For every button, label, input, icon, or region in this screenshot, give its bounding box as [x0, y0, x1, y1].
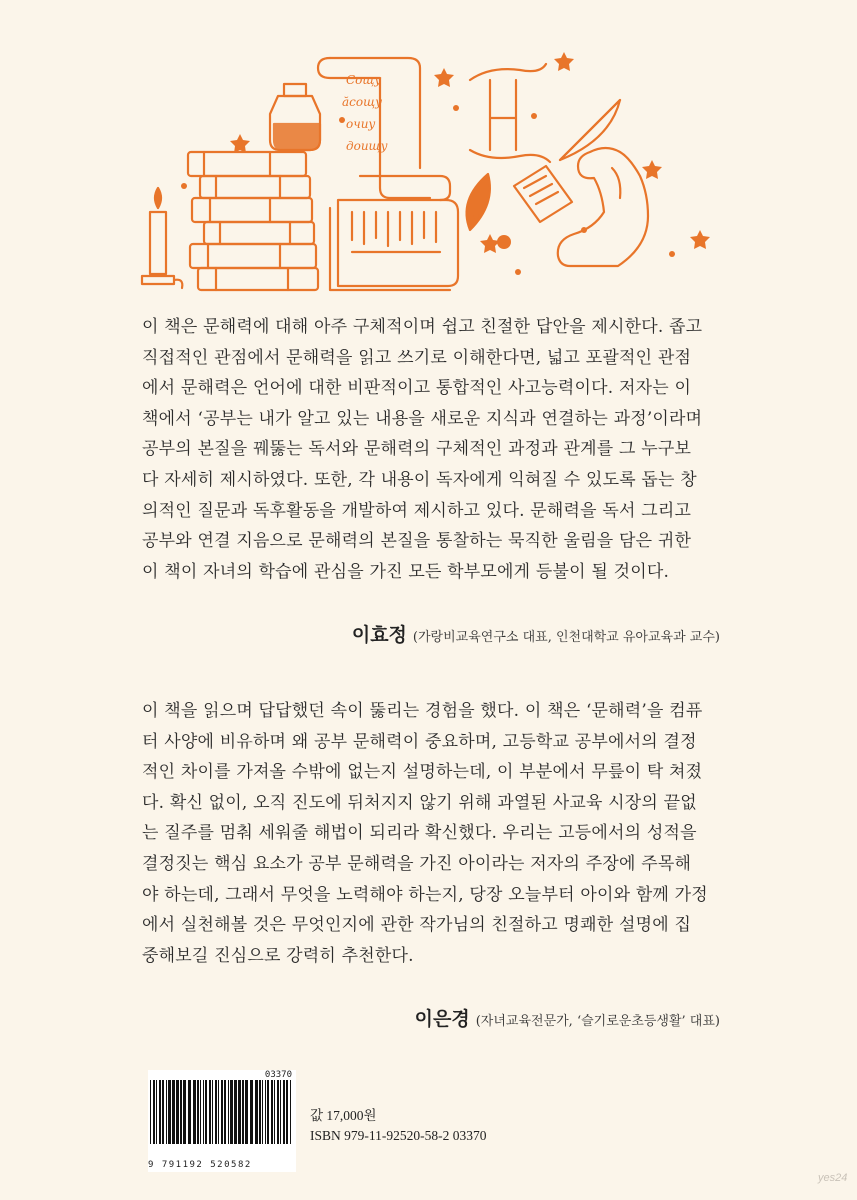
review-2-author	[415, 1004, 720, 1031]
barcode-bar	[176, 1080, 179, 1144]
barcode-bar	[168, 1080, 171, 1144]
barcode-bar	[197, 1080, 199, 1144]
open-book-icon	[330, 200, 458, 290]
author-role: (가랑비교육연구소 대표, 인천대학교 유아교육과 교수)	[412, 630, 720, 645]
review-line: 에서 실천해볼 것은 무엇인지에 관한 작가님의 친절하고 명쾌한 설명에 집	[142, 915, 692, 936]
note-paper-icon	[514, 166, 572, 222]
barcode-bar	[283, 1080, 285, 1144]
barcode-bar	[188, 1080, 191, 1144]
barcode-bar	[166, 1080, 167, 1144]
barcode-bar	[156, 1080, 157, 1144]
isbn-barcode	[148, 1070, 296, 1172]
barcode-bar	[286, 1080, 288, 1144]
barcode-bar	[267, 1080, 269, 1144]
review-line: 에서 문해력은 언어에 대한 비판적이고 통합적인 사고능력이다. 저자는 이	[142, 378, 692, 399]
review-line: 이 책을 읽으며 답답했던 속이 뚫리는 경험을 했다. 이 책은 ‘문해력’을 컴퓨	[142, 701, 703, 721]
barcode-bar	[230, 1080, 233, 1144]
review-line: 적인 차이를 가져올 수밖에 없는지 설명하는데, 이 부분에서 무릎이 탁 쳐졌	[142, 762, 703, 783]
review-line: 의적인 질문과 독후활동을 개발하여 제시하고 있다. 문해력을 독서 그리고	[142, 500, 692, 521]
review-line: 다. 확신 없이, 오직 진도에 뒤처지지 않기 위해 과열된 사교육 시장의 끝없	[142, 792, 697, 813]
barcode-bar	[183, 1080, 186, 1144]
scroll-icon	[318, 58, 450, 200]
author-role: (자녀교육전문가, ‘슬기로운초등생활’ 대표)	[475, 1014, 720, 1029]
barcode-bar	[274, 1080, 275, 1144]
barcode-bar	[159, 1080, 161, 1144]
barcode-bar	[200, 1080, 201, 1144]
barcode-bar	[162, 1080, 164, 1144]
barcode-bar	[259, 1080, 261, 1144]
review-line: 중해보길 진심으로 강력히 추천한다.	[142, 945, 414, 966]
review-line: 이 책은 문해력에 대해 아주 구체적이며 쉽고 친절한 답안을 제시한다. 좁고	[142, 317, 703, 337]
barcode-bar	[290, 1080, 291, 1144]
barcode-bar	[280, 1080, 281, 1144]
barcode-bar	[277, 1080, 279, 1144]
author-name: 이효정	[351, 624, 407, 646]
barcode-addon: 03370	[264, 1070, 292, 1080]
barcode-bar	[242, 1080, 244, 1144]
barcode-bar	[215, 1080, 217, 1144]
review-line: 다 자세히 제시하였다. 또한, 각 내용이 독자에게 익혀질 수 있도록 돕는 창	[142, 469, 697, 490]
price-info	[310, 1106, 487, 1146]
review-line: 이 책이 자녀의 학습에 관심을 가진 모든 학부모에게 등불이 될 것이다.	[142, 561, 670, 582]
barcode-bar	[153, 1080, 155, 1144]
barcode-bar	[221, 1080, 223, 1144]
barcode-bar	[271, 1080, 273, 1144]
review-1	[142, 312, 720, 587]
barcode-bar	[255, 1080, 258, 1144]
barcode-bar	[205, 1080, 207, 1144]
isbn: ISBN 979-11-92520-58-2 03370	[310, 1128, 487, 1143]
barcode-bar	[209, 1080, 211, 1144]
barcode-bar	[234, 1080, 237, 1144]
book-stack-icon	[188, 152, 318, 290]
svg-text:ӑсощу: ӑсощу	[342, 95, 383, 109]
barcode-bars	[148, 1080, 296, 1156]
svg-text:доищу: доищу	[346, 139, 388, 153]
candle-icon	[142, 188, 182, 288]
review-line: 터 사양에 비유하며 왜 공부 문해력이 중요하며, 고등학교 공부에서의 결정	[142, 731, 697, 752]
barcode-bar	[212, 1080, 213, 1144]
letter-icon	[470, 64, 550, 162]
barcode-bar	[180, 1080, 182, 1144]
barcode-bar	[228, 1080, 229, 1144]
barcode-bar	[203, 1080, 204, 1144]
review-line: 공부의 본질을 꿰뚫는 독서와 문해력의 구체적인 과정과 관계를 그 누구보	[142, 439, 692, 460]
barcode-bar	[265, 1080, 266, 1144]
watermark: yes24	[818, 1172, 848, 1184]
author-name: 이은경	[414, 1008, 470, 1030]
review-line: 는 질주를 멈춰 세워줄 해법이 되리라 확신했다. 우리는 고등에서의 성적을	[142, 823, 697, 844]
barcode-bar	[218, 1080, 219, 1144]
review-line: 책에서 ‘공부는 내가 알고 있는 내용을 새로운 지식과 연결하는 과정’이라며	[142, 408, 703, 429]
svg-text:очиу: очиу	[346, 117, 376, 131]
barcode-bar	[224, 1080, 226, 1144]
review-line: 공부와 연결 지음으로 문해력의 본질을 통찰하는 묵직한 울림을 담은 귀한	[142, 531, 692, 552]
svg-text:Сощу: Сощу	[346, 73, 382, 87]
review-line: 직접적인 관점에서 문해력을 읽고 쓰기로 이해한다면, 넓고 포괄적인 관점	[142, 347, 692, 368]
barcode-bar	[193, 1080, 196, 1144]
barcode-bar	[262, 1080, 263, 1144]
ink-bottle-icon	[270, 84, 320, 150]
barcode-digits: 9 791192 520582	[148, 1160, 252, 1170]
barcode-bar	[172, 1080, 175, 1144]
header-illustration	[120, 40, 740, 300]
review-line: 야 하는데, 그래서 무엇을 노력해야 하는지, 당장 오늘부터 아이와 함께 가정	[142, 884, 708, 905]
review-2	[142, 696, 720, 971]
barcode-bar	[245, 1080, 248, 1144]
barcode-bar	[150, 1080, 151, 1144]
price: 값 17,000원	[310, 1108, 377, 1123]
review-1-author	[352, 620, 720, 647]
barcode-bar	[238, 1080, 241, 1144]
flexed-arm-icon	[558, 148, 648, 266]
barcode-bar	[250, 1080, 253, 1144]
review-line: 결정짓는 핵심 요소가 공부 문해력을 가진 아이라는 저자의 주장에 주목해	[142, 853, 692, 874]
